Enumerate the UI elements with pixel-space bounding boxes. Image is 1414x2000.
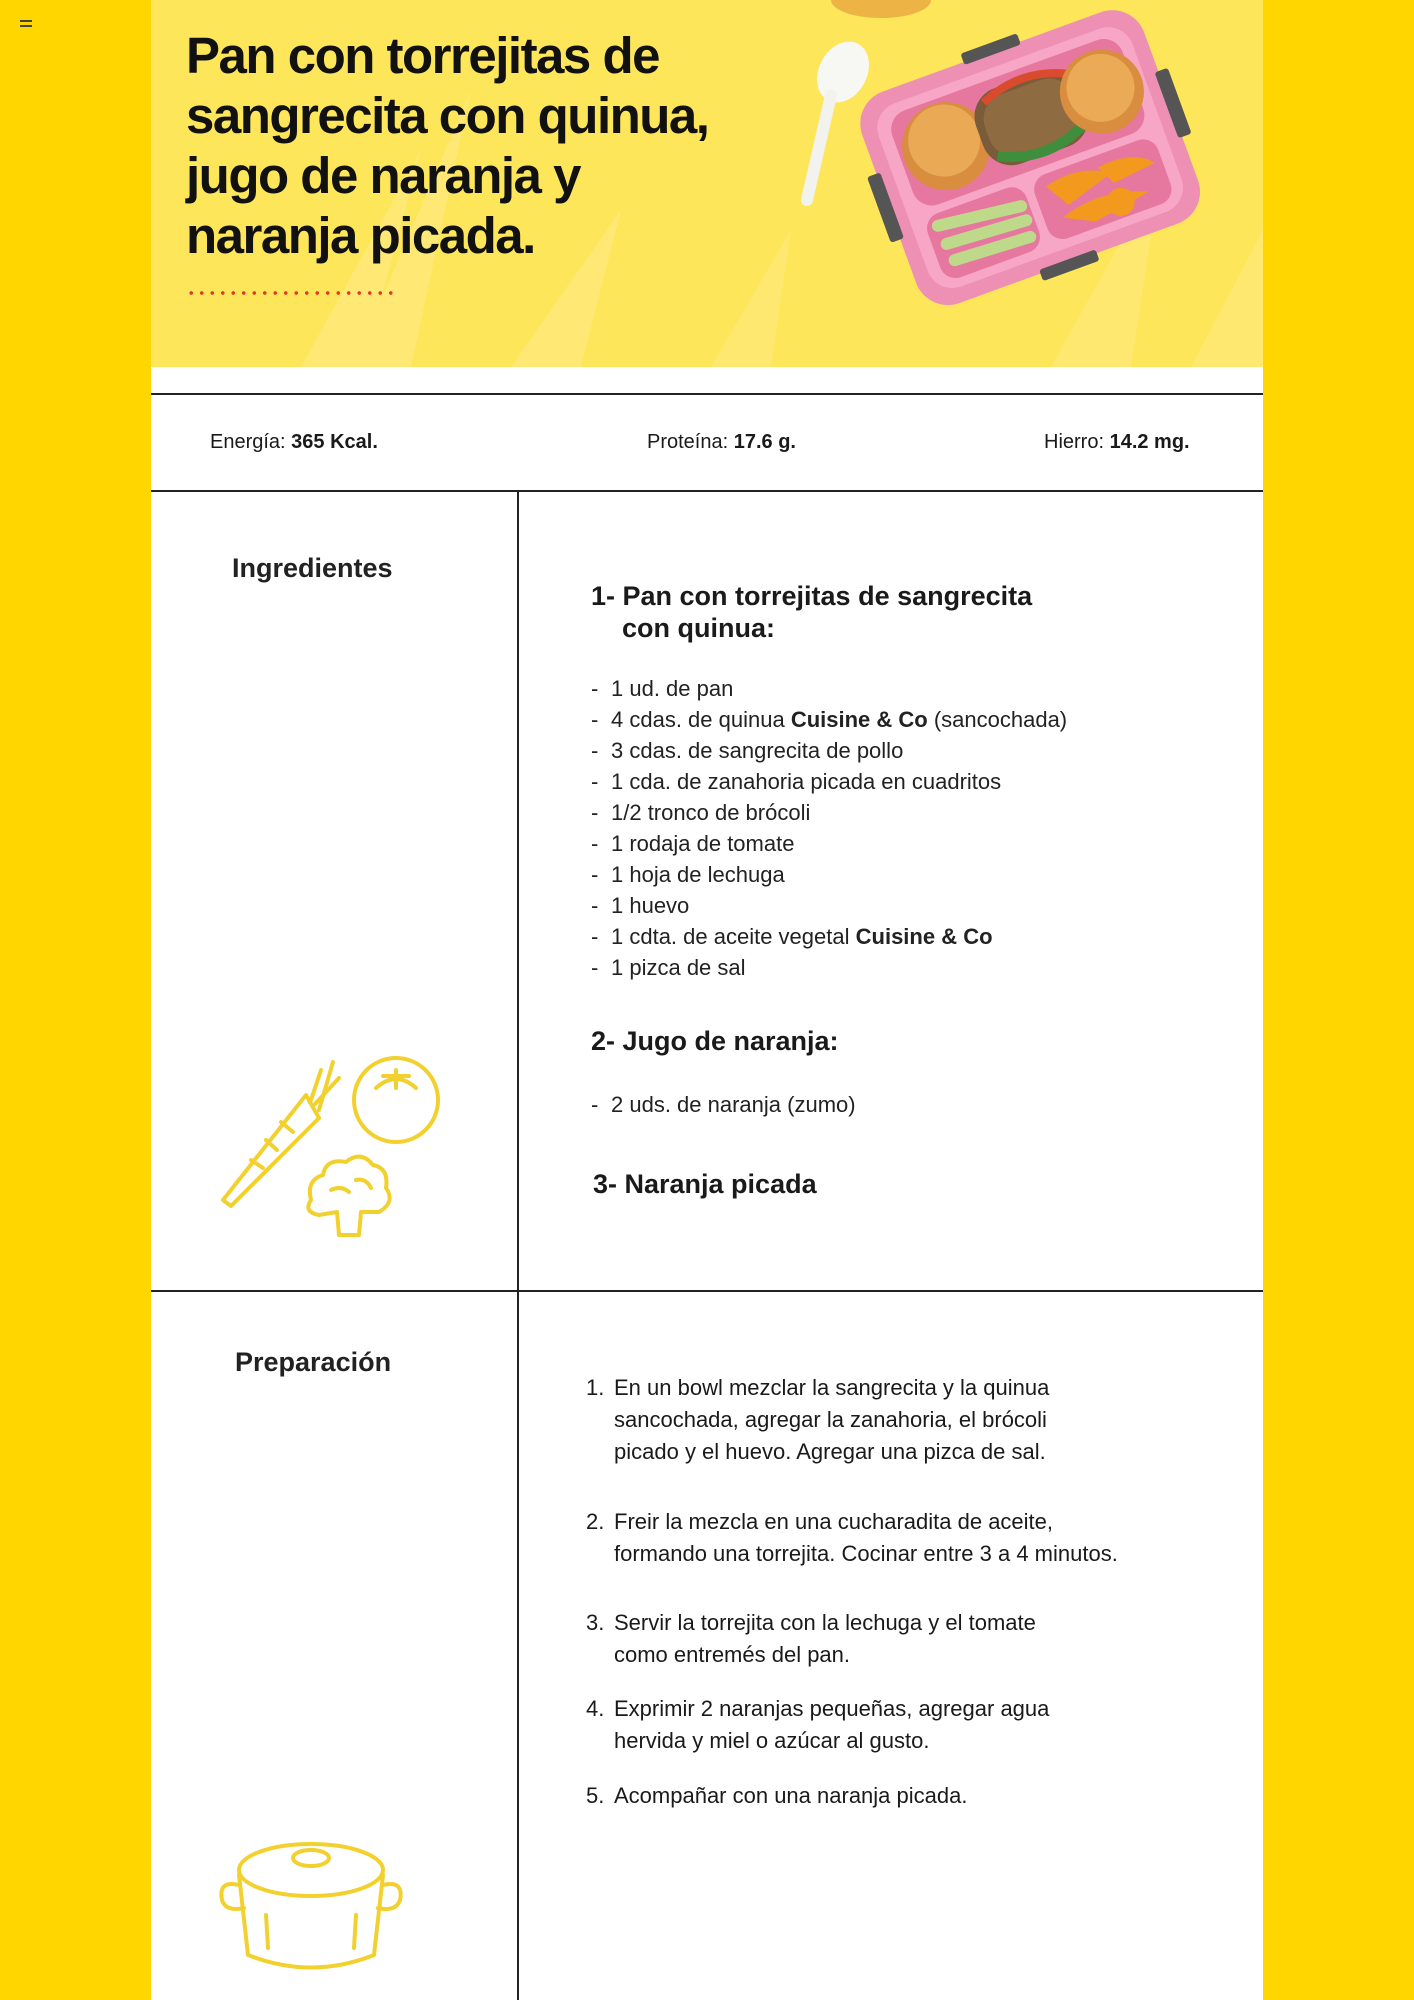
ingredient-section-title: 3- Naranja picada <box>593 1169 817 1199</box>
nutrition-energy <box>210 431 378 454</box>
hero-banner <box>151 0 1263 367</box>
divider-line <box>517 490 519 2000</box>
nutrition-protein <box>647 431 796 454</box>
recipe-title-line: Pan con torrejitas de <box>186 27 659 84</box>
divider-line <box>151 1290 1263 1292</box>
nutrition-label: Hierro: <box>1044 431 1105 453</box>
nutrition-value: 17.6 g. <box>733 431 796 453</box>
step-line: Freir la mezcla en una cucharadita de aceite, <box>614 1509 1054 1534</box>
step-item <box>586 1372 1206 1468</box>
ingredient-list <box>591 673 1067 983</box>
dotted-divider <box>186 290 398 296</box>
recipe-title-line: jugo de naranja y <box>186 147 580 204</box>
list-item: - 1 hoja de lechuga <box>591 859 1067 890</box>
brand-name: Cuisine & Co <box>790 707 928 732</box>
list-item: - 3 cdas. de sangrecita de pollo <box>591 735 1067 766</box>
vegetables-doodle-icon <box>211 1040 471 1240</box>
brand-name: Cuisine & Co <box>855 924 993 949</box>
step-line: hervida y miel o azúcar al gusto. <box>614 1728 930 1753</box>
step-number: 2. <box>586 1509 605 1534</box>
ingredients-heading: Ingredientes <box>232 553 393 583</box>
step-item <box>586 1607 1206 1671</box>
nutrition-label: Energía: <box>210 431 286 453</box>
list-item: - 1 rodaja de tomate <box>591 828 1067 859</box>
list-item: - 4 cdas. de quinua Cuisine & Co (sancochada) <box>591 704 1067 735</box>
subhead-line: con quinua: <box>622 613 775 643</box>
step-item <box>586 1780 1206 1812</box>
cooking-pot-doodle-icon <box>216 1830 406 1990</box>
step-number: 5. <box>586 1783 605 1808</box>
list-item: - 1 cda. de zanahoria picada en cuadritos <box>591 766 1067 797</box>
nutrition-value: 365 Kcal. <box>291 431 378 453</box>
step-line: Exprimir 2 naranjas pequeñas, agregar agua <box>614 1696 1050 1721</box>
step-number: 3. <box>586 1610 605 1635</box>
subhead-line: 1- Pan con torrejitas de sangrecita <box>591 581 1033 611</box>
step-line: sancochada, agregar la zanahoria, el brócoli <box>614 1407 1047 1432</box>
step-item <box>586 1693 1206 1757</box>
menu-icon[interactable] <box>20 20 32 30</box>
hero-band <box>151 367 1263 393</box>
step-line: En un bowl mezclar la sangrecita y la quinua <box>614 1375 1050 1400</box>
ingredient-section-title <box>591 580 1032 644</box>
ingredient-list <box>591 1089 856 1120</box>
lunchbox-photo <box>801 0 1263 320</box>
list-item: - 1 cdta. de aceite vegetal Cuisine & Co <box>591 921 1067 952</box>
list-item: - 1 pizca de sal <box>591 952 1067 983</box>
nutrition-value: 14.2 mg. <box>1109 431 1190 453</box>
nutrition-iron <box>1044 431 1190 454</box>
step-line: formando una torrejita. Cocinar entre 3 a 4 minutos. <box>614 1541 1118 1566</box>
recipe-title <box>186 26 826 266</box>
nutrition-row <box>151 395 1263 490</box>
recipe-title-line: naranja picada. <box>186 207 535 264</box>
list-item: - 1/2 tronco de brócoli <box>591 797 1067 828</box>
list-item: - 2 uds. de naranja (zumo) <box>591 1089 856 1120</box>
step-line: Acompañar con una naranja picada. <box>614 1783 968 1808</box>
divider-line <box>151 490 1263 492</box>
list-item: - 1 ud. de pan <box>591 673 1067 704</box>
recipe-title-line: sangrecita con quinua, <box>186 87 709 144</box>
step-line: como entremés del pan. <box>614 1642 851 1667</box>
nutrition-label: Proteína: <box>647 431 729 453</box>
ingredient-section-title: 2- Jugo de naranja: <box>591 1026 839 1056</box>
step-number: 1. <box>586 1375 605 1400</box>
recipe-card <box>151 0 1263 2000</box>
step-item <box>586 1506 1206 1570</box>
step-line: picado y el huevo. Agregar una pizca de sal. <box>614 1439 1046 1464</box>
list-item: - 1 huevo <box>591 890 1067 921</box>
preparation-heading: Preparación <box>235 1347 392 1377</box>
step-number: 4. <box>586 1696 605 1721</box>
step-line: Servir la torrejita con la lechuga y el tomate <box>614 1610 1036 1635</box>
